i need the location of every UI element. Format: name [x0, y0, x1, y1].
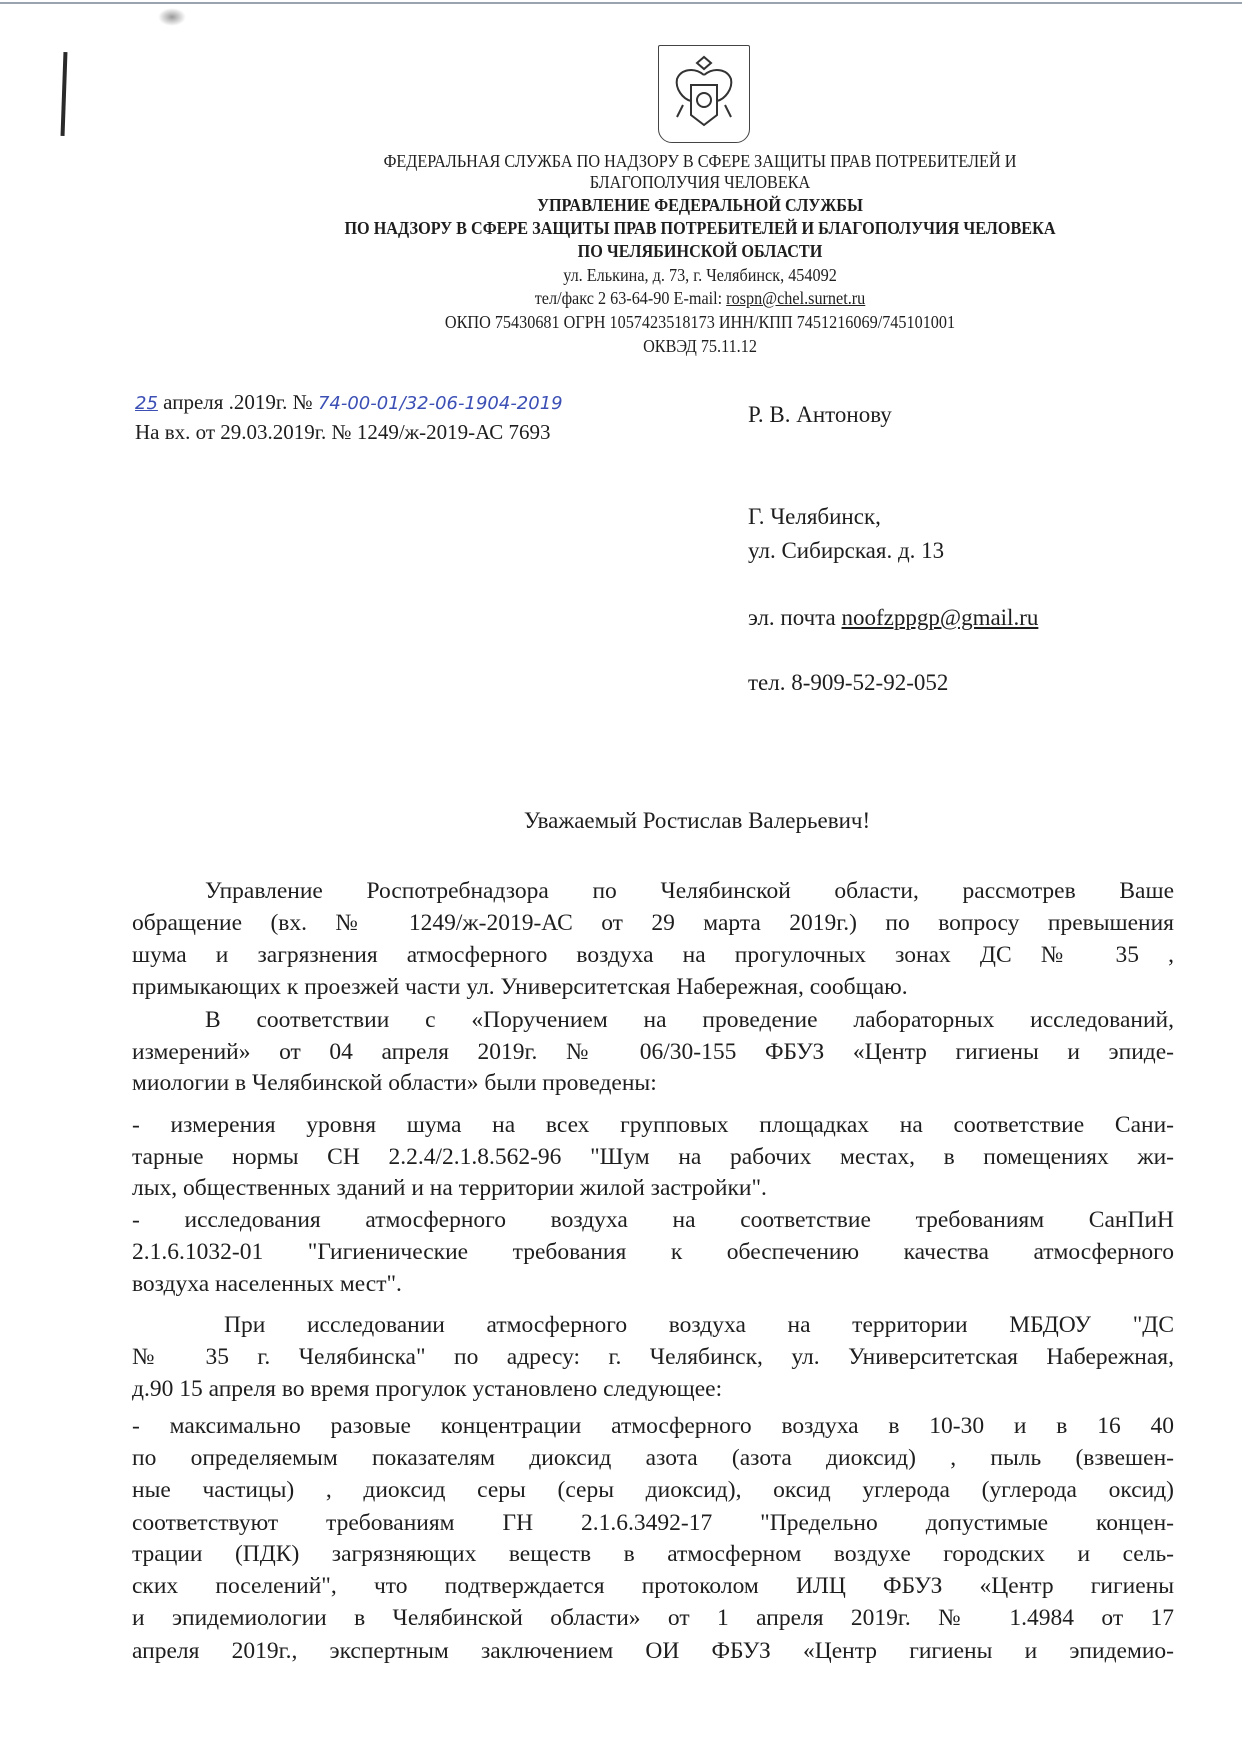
- incoming-reference: На вх. от 29.03.2019г. № 1249/ж-2019-АС 7693: [135, 420, 551, 444]
- body-line: трации (ПДК) загрязняющих веществ в атмосферном воздухе городских и сель-: [132, 1541, 1174, 1567]
- body-line: воздуха населенных мест".: [132, 1271, 402, 1297]
- handwritten-day: 25: [135, 393, 158, 414]
- body-line: д.90 15 апреля во время прогулок установлено следующее:: [132, 1376, 723, 1402]
- registration-codes: ОКПО 75430681 ОГРН 1057423518173 ИНН/КПП 7451216069/745101001: [444, 312, 956, 332]
- body-line: № 35 г. Челябинска" по адресу: г. Челябинск, ул. Университетская Набережная,: [132, 1344, 1174, 1370]
- coat-of-arms-emblem: [658, 45, 750, 143]
- body-line: - измерения уровня шума на всех групповых площадках на соответствие Сани-: [132, 1112, 1174, 1138]
- body-line: тарные нормы СН 2.2.4/2.1.8.562-96 "Шум на рабочих местах, в помещениях жи-: [132, 1144, 1174, 1170]
- office-email-link[interactable]: rospn@chel.surnet.ru: [726, 288, 866, 308]
- office-address: ул. Елькина, д. 73, г. Челябинск, 454092: [563, 265, 837, 285]
- recipient-street: ул. Сибирская. д. 13: [748, 538, 945, 563]
- body-line: и эпидемиологии в Челябинской области» от 1 апреля 2019г. № 1.4984 от 17: [132, 1605, 1174, 1631]
- body-line: по определяемым показателям диоксид азота (азота диоксид) , пыль (взвешен-: [132, 1445, 1174, 1471]
- reference-date: апреля .2019г. №: [157, 390, 318, 414]
- outgoing-reference: [135, 390, 563, 415]
- handwritten-number: 74-00-01/32-06-1904-2019: [317, 393, 563, 414]
- recipient-phone: тел. 8-909-52-92-052: [748, 670, 949, 695]
- agency-name-line-1: ФЕДЕРАЛЬНАЯ СЛУЖБА ПО НАДЗОРУ В СФЕРЕ ЗАЩИТЫ ПРАВ ПОТРЕБИТЕЛЕЙ И: [383, 151, 1017, 171]
- office-name-line-3: ПО ЧЕЛЯБИНСКОЙ ОБЛАСТИ: [577, 241, 823, 261]
- body-line: шума и загрязнения атмосферного воздуха на прогулочных зонах ДС № 35 ,: [132, 942, 1174, 968]
- body-line: обращение (вх. № 1249/ж-2019-АС от 29 марта 2019г.) по вопросу превышения: [132, 910, 1174, 936]
- body-line: В соответствии с «Поручением на проведение лабораторных исследований,: [205, 1007, 1174, 1033]
- email-label: эл. почта: [748, 605, 842, 630]
- body-line: миологии в Челябинской области» были проведены:: [132, 1070, 657, 1096]
- body-line: примыкающих к проезжей части ул. Университетская Набережная, сообщаю.: [132, 974, 908, 1000]
- body-line: - максимально разовые концентрации атмосферного воздуха в 10-30 и в 16 40: [132, 1413, 1174, 1439]
- body-line: При исследовании атмосферного воздуха на территории МБДОУ "ДС: [224, 1312, 1174, 1338]
- body-line: 2.1.6.1032-01 "Гигиенические требования к обеспечению качества атмосферного: [132, 1239, 1174, 1265]
- body-line: Управление Роспотребнадзора по Челябинской области, рассмотрев Ваше: [205, 878, 1174, 904]
- office-contacts: [70, 287, 1242, 309]
- phone-fax: тел/факс 2 63-64-90 E-mail:: [534, 288, 727, 308]
- recipient-email: [748, 605, 1038, 631]
- body-line: соответствуют требованиям ГН 2.1.6.3492-17 "Предельно допустимые концен-: [132, 1510, 1174, 1536]
- okved-code: ОКВЭД 75.11.12: [643, 336, 757, 356]
- agency-name-line-2: БЛАГОПОЛУЧИЯ ЧЕЛОВЕКА: [589, 172, 811, 192]
- recipient-name: Р. В. Антонову: [748, 402, 892, 427]
- office-name-line-2: ПО НАДЗОРУ В СФЕРЕ ЗАЩИТЫ ПРАВ ПОТРЕБИТЕЛЕЙ И БЛАГОПОЛУЧИЯ ЧЕЛОВЕКА: [344, 218, 1056, 238]
- margin-mark: [61, 52, 68, 136]
- body-line: - исследования атмосферного воздуха на соответствие требованиям СанПиН: [132, 1207, 1174, 1233]
- scan-border: [0, 2, 1242, 4]
- body-line: апреля 2019г., экспертным заключением ОИ ФБУЗ «Центр гигиены и эпидемио-: [132, 1638, 1174, 1664]
- double-headed-eagle-icon: [669, 55, 739, 133]
- body-line: ских поселений", что подтверждается протоколом ИЛЦ ФБУЗ «Центр гигиены: [132, 1573, 1174, 1599]
- recipient-city: Г. Челябинск,: [748, 504, 881, 529]
- body-line: лых, общественных зданий и на территории жилой застройки".: [132, 1175, 767, 1201]
- office-name-line-1: УПРАВЛЕНИЕ ФЕДЕРАЛЬНОЙ СЛУЖБЫ: [537, 195, 863, 215]
- salutation: Уважаемый Ростислав Валерьевич!: [523, 808, 871, 833]
- recipient-email-link[interactable]: noofzppgp@gmail.ru: [841, 605, 1039, 630]
- body-line: измерений» от 04 апреля 2019г. № 06/30-155 ФБУЗ «Центр гигиены и эпиде-: [132, 1039, 1174, 1065]
- scan-smudge: [158, 8, 186, 26]
- body-line: ные частицы) , диоксид серы (серы диоксид), оксид углерода (углерода оксид): [132, 1477, 1174, 1503]
